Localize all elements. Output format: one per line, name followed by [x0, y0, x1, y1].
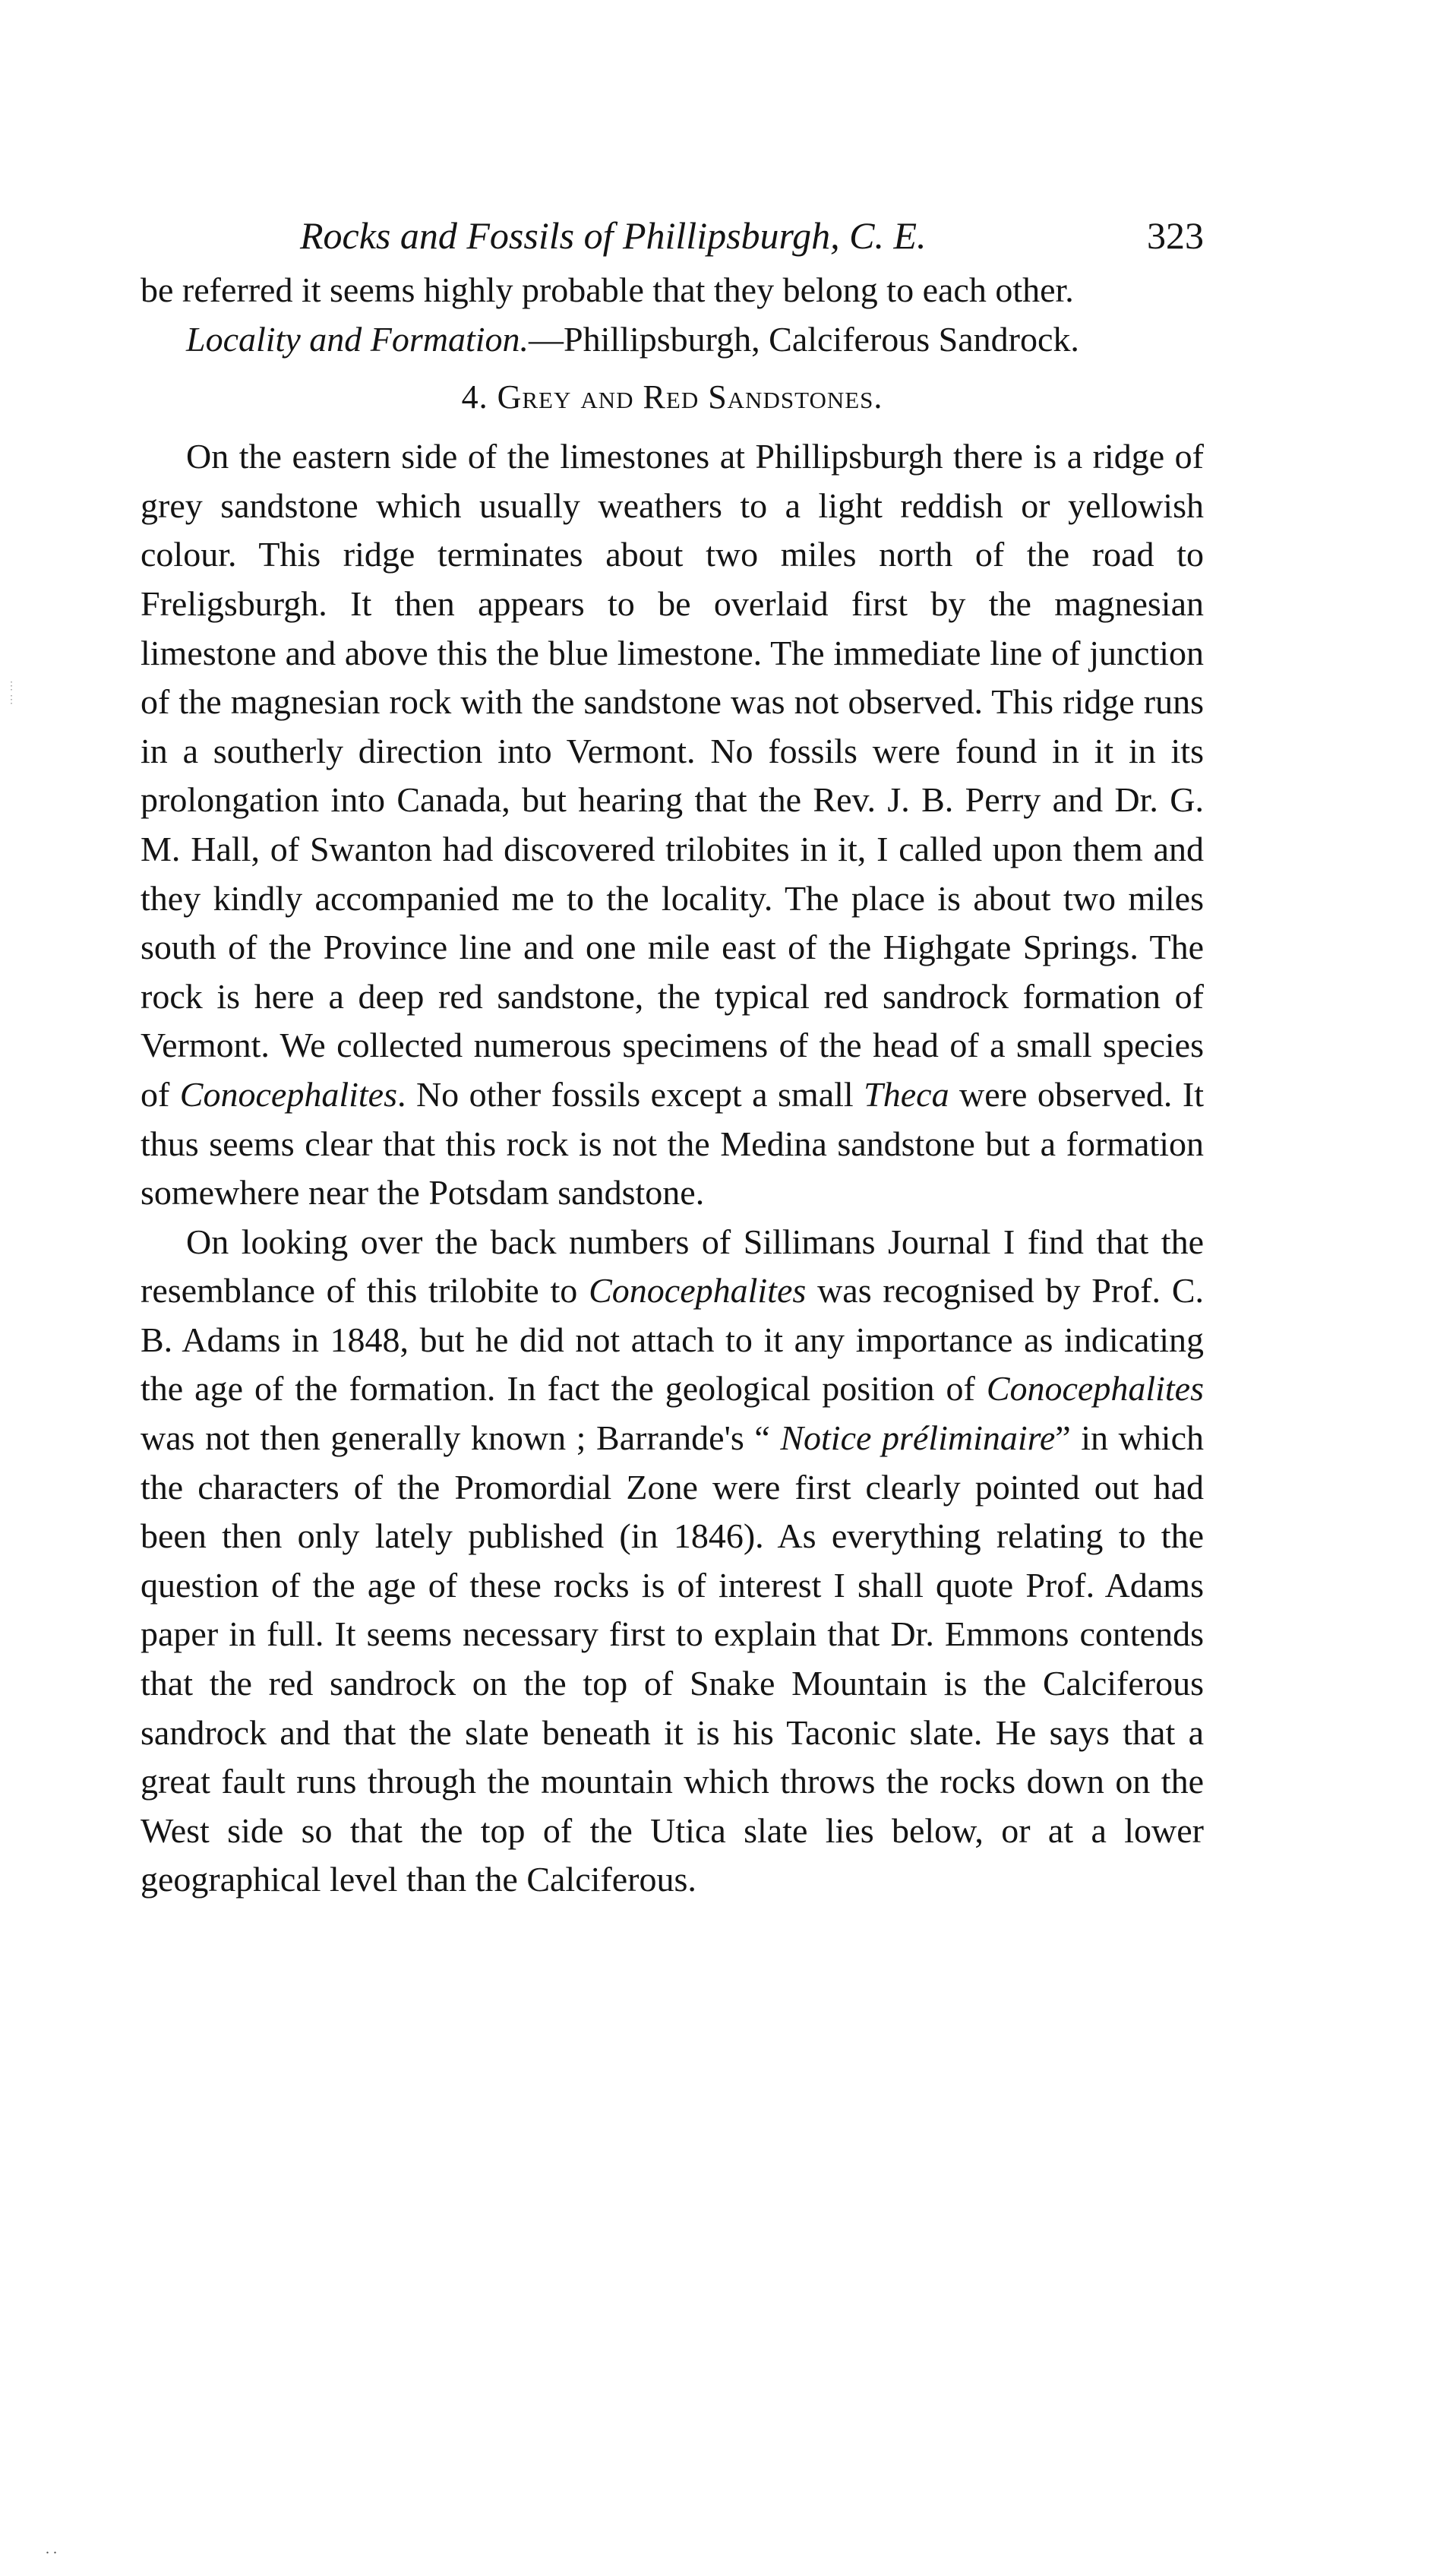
- section-title-text: Grey and Red Sandstones.: [497, 378, 883, 416]
- scan-edge-mark: . .: [46, 2541, 57, 2557]
- book-page: [141, 205, 1204, 1905]
- locality-label: Locality and Formation.: [186, 319, 529, 359]
- page-number: 323: [1147, 214, 1204, 257]
- sandstone-paragraph: [141, 432, 1204, 1218]
- genus-name: Conocephalites: [589, 1271, 807, 1311]
- paragraph-continued: [141, 266, 1204, 315]
- paragraph-text: On the eastern side of the limestones at Phillipsburgh there is a ridge of grey sandstone which usually weathers to a light reddish or yellowish colour. This ridge terminates about two miles north of the road to Freligsburgh. It then appears to be overlaid first by the magnesian limestone and above this the blue limestone. The immediate line of junction of the magnesian rock with the sandstone was not observed. This ridge runs in a southerly direction into Vermont. No fossils were found in it in its prolongation into Canada, but hearing that the Rev. J. B. Perry and Dr. G. M. Hall, of Swanton had discovered trilobites in it, I called upon them and they kindly accompanied me to the locality. The place is about two miles south of the Province line and one mile east of the Highgate Springs. The rock is here a deep red sandstone, the typical red sandrock formation of Vermont. We collected numerous specimens of the head of a small species of: [141, 437, 1204, 1114]
- genus-name: Conocephalites: [986, 1369, 1204, 1409]
- locality-text: —Phillipsburgh, Calciferous Sandrock.: [529, 319, 1079, 359]
- locality-paragraph: [141, 315, 1204, 365]
- sillimans-paragraph: [141, 1218, 1204, 1905]
- paragraph-text: ” in which the characters of the Promordial Zone were first clearly pointed out had been then only lately published (in 1846). As everything relating to the question of the age of these rocks is of interest I shall quote Prof. Adams paper in full. It seems necessary first to explain that Dr. Emmons contends that the red sandrock on the top of Snake Mountain is the Calciferous sandrock and that the slate beneath it is his Taconic slate. He says that a great fault runs through the mountain which throws the rocks down on the West side so that the top of the Utica slate lies below, or at a lower geographical level than the Calciferous.: [141, 1418, 1204, 1899]
- paragraph-text: be referred it seems highly probable that they belong to each other.: [141, 270, 1074, 309]
- body-text: [141, 266, 1204, 1905]
- section-heading: [141, 373, 1204, 422]
- paragraph-text: . No other fossils except a small: [396, 1074, 864, 1114]
- page-header: [141, 205, 1204, 266]
- paragraph-text: was not then generally known ; Barrande's “: [141, 1418, 781, 1458]
- paragraph-text: On looking over the back numbers of Sillimans Journal I find that the resemblance of this trilobite to: [141, 1222, 1204, 1311]
- genus-name: Conocephalites: [179, 1074, 397, 1114]
- publication-title: Notice préliminaire: [780, 1418, 1056, 1458]
- section-number: 4.: [461, 378, 488, 416]
- scan-margin-marks: ⋮ ⋮: [6, 681, 17, 706]
- genus-name: Theca: [864, 1074, 949, 1114]
- running-title: Rocks and Fossils of Phillipsburgh, C. E.: [300, 214, 927, 257]
- paragraph-text: was recognised by Prof. C. B. Adams in 1848, but he did not attach to it any importance as indicating the age of the formation. In fact the geological position of: [141, 1271, 1204, 1409]
- paragraph-text: were observed. It thus seems clear that this rock is not the Medina sandstone but a formation somewhere near the Potsdam sandstone.: [141, 1074, 1204, 1213]
